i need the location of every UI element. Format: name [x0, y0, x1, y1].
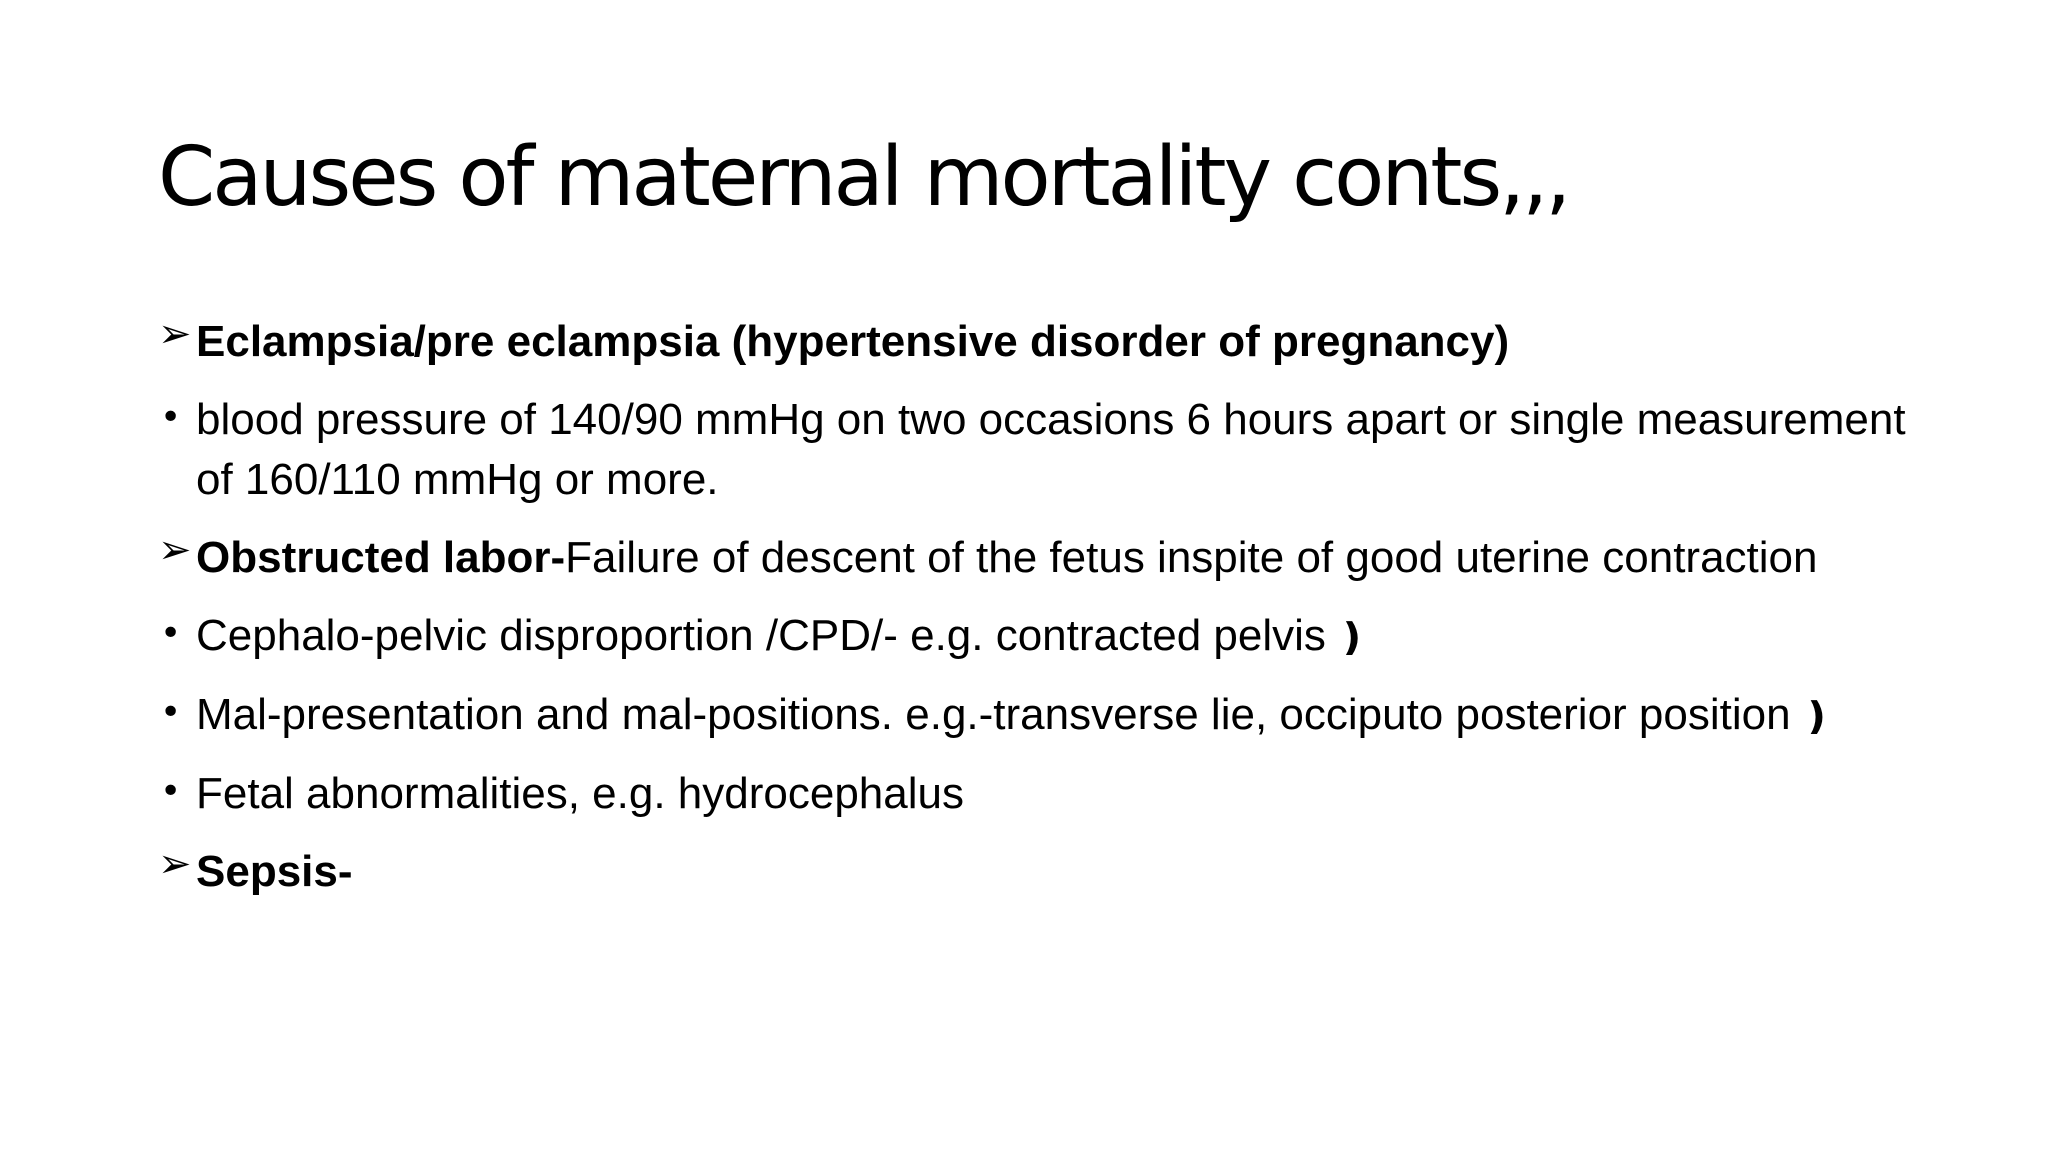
- item-heading: Obstructed labor-: [196, 533, 566, 582]
- item-text: Failure of descent of the fetus inspite of good uterine contraction: [565, 533, 1818, 582]
- list-item-obstructed-labor: [158, 528, 1918, 588]
- list-item-sepsis: [158, 842, 1918, 902]
- list-item-malpresentation: [158, 685, 1918, 746]
- item-heading: Sepsis-: [196, 847, 353, 896]
- arrow-bullet-icon: ➢: [158, 841, 192, 887]
- dot-bullet-icon: •: [160, 771, 182, 812]
- item-text: Mal-presentation and mal-positions. e.g.-transverse lie, occiputo posterior position: [196, 690, 1791, 739]
- arrow-bullet-icon: ➢: [158, 311, 192, 357]
- parenthesis-icon: ❫: [1335, 615, 1368, 659]
- list-item-blood-pressure: [158, 390, 1918, 510]
- list-item-fetal-abnormalities: [158, 764, 1918, 824]
- item-text: Cephalo-pelvic disproportion /CPD/- e.g. contracted pelvis: [196, 611, 1326, 660]
- slide-title: Causes of maternal mortality conts,,,: [158, 130, 1569, 225]
- item-text: blood pressure of 140/90 mmHg on two occasions 6 hours apart or single measurement of 160/110 mmHg or more.: [196, 395, 1906, 504]
- dot-bullet-icon: •: [160, 692, 182, 733]
- item-heading: Eclampsia/pre eclampsia (hypertensive disorder of pregnancy): [196, 317, 1510, 366]
- dot-bullet-icon: •: [160, 613, 182, 654]
- arrow-bullet-icon: ➢: [158, 527, 192, 573]
- item-text: Fetal abnormalities, e.g. hydrocephalus: [196, 769, 964, 818]
- list-item-eclampsia: [158, 312, 1918, 372]
- dot-bullet-icon: •: [160, 397, 182, 438]
- slide-content: [158, 312, 1918, 920]
- parenthesis-icon: ❫: [1800, 694, 1833, 738]
- list-item-cpd: [158, 606, 1918, 667]
